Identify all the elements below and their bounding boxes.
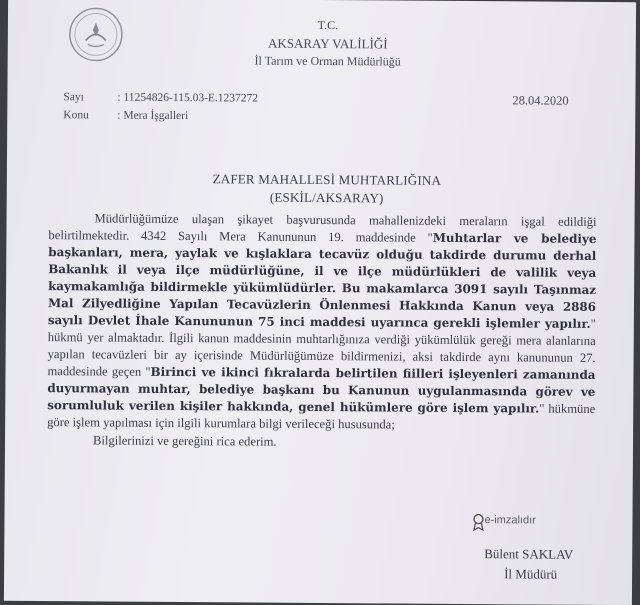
konu-value: : Mera İşgalleri [117, 109, 189, 123]
body-text-1: Müdürlüğümüze ulaşan şikayet başvurusunda mahallenizdeki meraların işgal edildiği belirtilmektedir. 4342 Sayılı Mera Kanununun 19. maddesinde " [48, 211, 597, 245]
letterhead-tc: T.C. [317, 17, 339, 33]
letter-body [47, 210, 597, 453]
ministry-logo-icon [68, 6, 124, 62]
letter-page [4, 0, 636, 605]
addressee-line2: (ESKİL/AKSARAY) [269, 189, 384, 206]
letterhead-governorship: AKSARAY VALİLİĞİ [267, 35, 388, 52]
e-signature-seal-icon [471, 513, 485, 531]
signatory-name: Bülent SAKLAV [484, 546, 574, 562]
body-text-2: " hükmü yer almaktadır. İlgili kanun maddesinin muhtarlığınıza verdiği yükümlülük gereği mera alanlarına yapılan tecavüzleri bir ay içerisinde Müdürlüğümüze bildirmenizi, aksi takdirde aynı kanununun 27. maddesinde geçen " [47, 316, 596, 379]
quoted-article-19: Muhtarlar ve belediye başkanları, mera, yaylak ve kışlaklara tecavüz olduğu takdirde durumu derhal Bakanlık il veya ilçe müdürlüğüne, il ve ilçe müdürlükleri de valilik veya kaymakamlığa bildirmekle yükümlüdürler. Bu makamlarca 3091 sayılı Taşınmaz Mal Zilyedliğine Yapılan Tecavüzlerin Önlenmesi Hakkında Kanun veya 2886 sayılı Devlet İhale Kanununun 75 inci maddesi uyarınca gerekli işlemler yapılır. [47, 230, 597, 331]
e-signature-label: e-imzalıdır [484, 514, 536, 527]
addressee-line1: ZAFER MAHALLESİ MUHTARLIĞINA [212, 171, 442, 188]
body-paragraph-2: Bilgilerinizi ve gereğini rica ederim. [92, 433, 277, 449]
body-paragraph-1 [47, 210, 597, 435]
sayi-label: Sayı [63, 91, 84, 104]
body-text-3: " hükmüne göre işlem yapılması için ilgili kurumlara bilgi verileceği hususunda; [47, 401, 596, 432]
signatory-title: İl Müdürü [504, 566, 558, 582]
sayi-value: : 11254826-115.03-E.1237272 [117, 91, 259, 105]
letterhead-directorate: İl Tarım ve Orman Müdürlüğü [254, 53, 401, 69]
letter-date: 28.04.2020 [512, 93, 569, 108]
quoted-article-27: Birinci ve ikinci fıkralarda belirtilen fiilleri işleyenleri zamanında duyurmayan muhtar, belediye başkanı bu Kanunun uygulanmasında görev ve sorumluluk verilen kişiler hakkında, genel hükümlere göre işlem yapılır. [47, 364, 596, 416]
konu-label: Konu [63, 109, 89, 122]
